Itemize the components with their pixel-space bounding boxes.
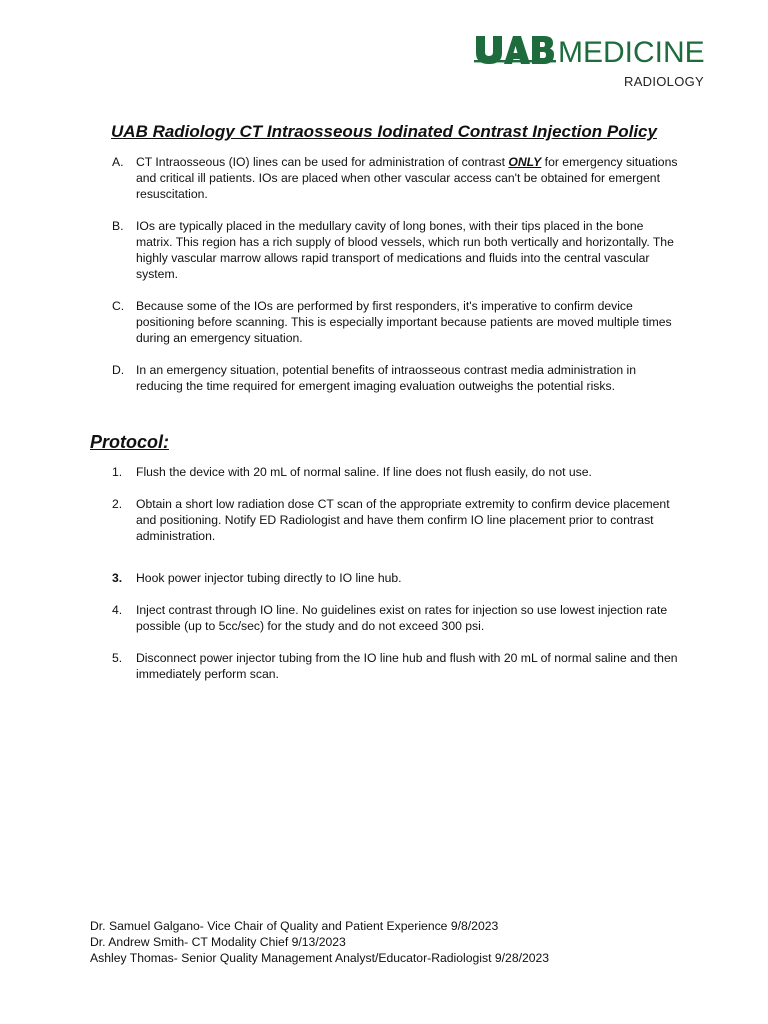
step-text: Flush the device with 20 mL of normal saline. If line does not flush easily, do not use. xyxy=(136,465,592,479)
protocol-steps xyxy=(112,464,682,698)
step-text: Obtain a short low radiation dose CT scan of the appropriate extremity to confirm device placement and positioning. Notify ED Radiologist and have them confirm IO line placement prior to contrast administration. xyxy=(136,497,670,543)
section-text-cont: for emergency situations and critical ill patients. IOs are placed when other vascular access can't be obtained for emergent resuscitation. xyxy=(136,155,678,201)
uab-logo-mark-icon xyxy=(474,32,556,66)
section-b xyxy=(112,218,682,282)
signature-line: Ashley Thomas- Senior Quality Management Analyst/Educator-Radiologist 9/28/2023 xyxy=(90,951,550,965)
signature-line: Dr. Samuel Galgano- Vice Chair of Quality and Patient Experience 9/8/2023 xyxy=(90,919,499,933)
section-d xyxy=(112,362,682,394)
protocol-step-3 xyxy=(112,570,682,586)
step-text: Inject contrast through IO line. No guidelines exist on rates for injection so use lowest injection rate possible (up to 5cc/sec) for the study and do not exceed 300 psi. xyxy=(136,603,668,633)
step-number: 5. xyxy=(112,651,123,665)
section-text: CT Intraosseous (IO) lines can be used for administration of contrast xyxy=(136,155,509,169)
section-text: In an emergency situation, potential benefits of intraosseous contrast media administration in reducing the time required for emergent imaging evaluation outweighs the potential risks. xyxy=(136,363,636,393)
section-marker: C. xyxy=(112,299,125,313)
policy-sections xyxy=(112,154,682,410)
only-emphasis: ONLY xyxy=(508,155,542,169)
section-c xyxy=(112,298,682,346)
step-number: 3. xyxy=(112,571,123,585)
section-marker: B. xyxy=(112,219,124,233)
section-text: IOs are typically placed in the medullary cavity of long bones, with their tips placed in the bone matrix. This region has a rich supply of blood vessels, which run both vertically and horizontally. The highly vascular marrow allows rapid transport of medications and fluids into the central vascular system. xyxy=(136,219,674,281)
logo-wordmark: MEDICINE xyxy=(558,36,705,69)
step-number: 4. xyxy=(112,603,123,617)
protocol-step-4 xyxy=(112,602,682,634)
section-a xyxy=(112,154,682,202)
protocol-heading: Protocol: xyxy=(90,432,169,452)
section-marker: A. xyxy=(112,155,124,169)
section-text: Because some of the IOs are performed by first responders, it's imperative to confirm device positioning before scanning. This is especially important because patients are moved multiple times during an emergency situation. xyxy=(136,299,672,345)
signature-line: Dr. Andrew Smith- CT Modality Chief 9/13/2023 xyxy=(90,935,346,949)
step-number: 2. xyxy=(112,497,123,511)
protocol-step-5 xyxy=(112,650,682,682)
step-number: 1. xyxy=(112,465,123,479)
section-marker: D. xyxy=(112,363,125,377)
step-text: Hook power injector tubing directly to IO line hub. xyxy=(136,571,402,585)
step-text: Disconnect power injector tubing from the IO line hub and flush with 20 mL of normal saline and then immediately perform scan. xyxy=(136,651,678,681)
signature-block xyxy=(90,918,549,966)
uab-medicine-logo xyxy=(474,30,704,90)
policy-title: UAB Radiology CT Intraosseous Iodinated Contrast Injection Policy xyxy=(111,122,657,141)
protocol-step-1 xyxy=(112,464,682,480)
department-label: RADIOLOGY xyxy=(624,74,704,89)
protocol-step-2 xyxy=(112,496,682,544)
